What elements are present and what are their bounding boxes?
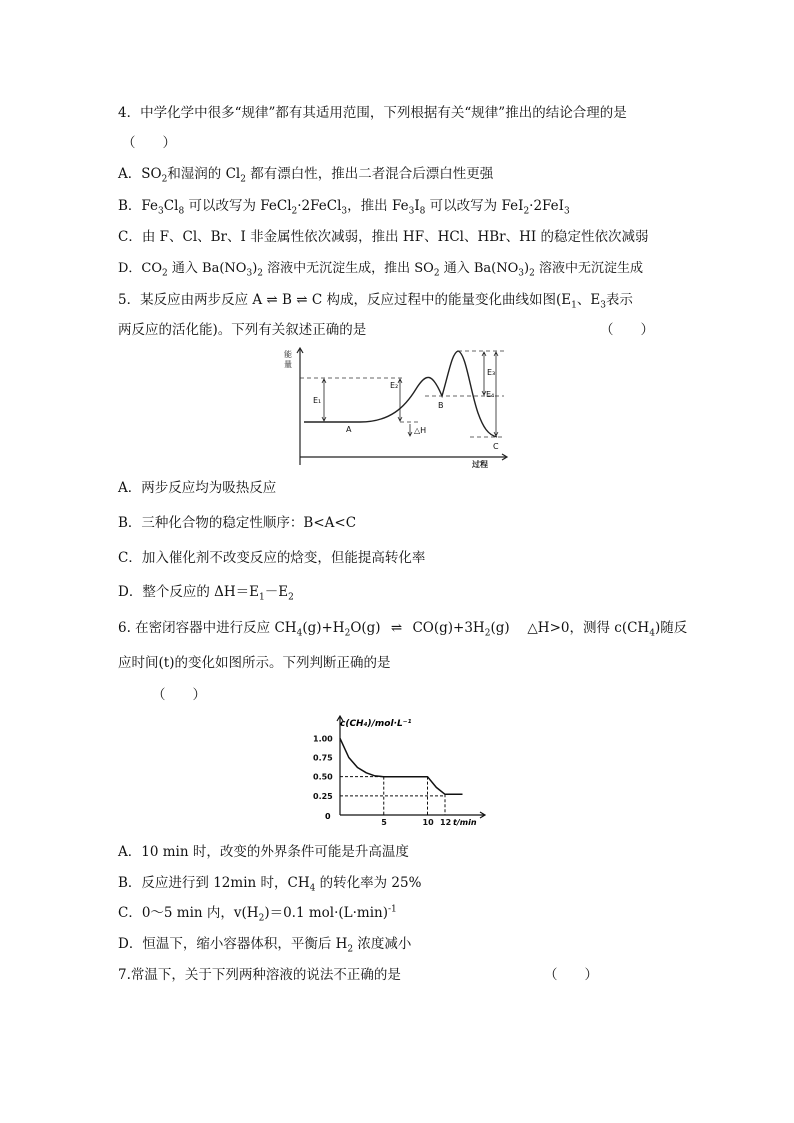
label-c: C	[493, 442, 499, 451]
label-a: A	[346, 425, 352, 434]
q4-option-a: A．$SO_2$和湿润的 $Cl_2$ 都有漂白性，推出二者混合后漂白性更强	[118, 166, 494, 185]
label-e3: E₃	[487, 368, 496, 377]
q6-option-a: A．10 min 时，改变的外界条件可能是升高温度	[118, 844, 409, 860]
origin-label: 0	[325, 812, 331, 821]
q4-stem: 4．中学化学中很多“规律”都有其适用范围，下列根据有关“规律”推出的结论合理的是	[118, 105, 627, 121]
guide-0.25	[340, 794, 445, 815]
x-tick-label: 10	[422, 818, 434, 827]
q5-option-c: C．加入催化剂不改变反应的焓变，但能提高转化率	[118, 550, 426, 566]
chart-y-axis	[337, 716, 343, 815]
x-tick-label: 5	[381, 818, 387, 827]
q4-paren: （ ）	[122, 135, 176, 151]
q5-stem-line1: 5．某反应由两步反应 A ⇌ B ⇌ C 构成，反应过程中的能量变化曲线如图($E_1$、$E_3$表示	[118, 292, 633, 311]
y-tick-label: 1.00	[313, 734, 333, 744]
q5-option-b: B．三种化合物的稳定性顺序：B<A<C	[118, 515, 357, 531]
energy-x-label: 过程	[472, 460, 488, 469]
q5-option-d: D．整个反应的 $\Delta H=E_1-E_2$	[118, 584, 294, 603]
q6-stem-line2: 应时间(t)的变化如图所示。下列判断正确的是	[118, 655, 391, 671]
equilibrium-arrow: ⇌	[390, 620, 403, 636]
dh-arrow	[408, 424, 412, 436]
guide-0.50	[340, 777, 428, 815]
energy-diagram	[280, 345, 520, 470]
y-tick-label: 0.25	[313, 791, 333, 801]
e4-arrow	[494, 352, 498, 436]
x-tick-label: 12	[440, 818, 452, 827]
q4-option-b: B．$Fe_3Cl_8$ 可以改写为 FeCl$_2$·2FeCl$_3$，推出 $Fe_3I_8$ 可以改写为 FeI$_2$·2FeI$_3$	[118, 198, 570, 217]
concentration-chart	[305, 714, 485, 829]
label-e2: E₂	[390, 381, 399, 390]
energy-y-label-1: 能	[284, 350, 292, 359]
energy-y-label-2: 量	[284, 360, 292, 369]
e1-arrow	[322, 379, 326, 421]
energy-curve	[304, 351, 497, 437]
chart-title: c(CH₄)/mol·L⁻¹	[340, 719, 412, 729]
q4-option-c: C．由 F、Cl、Br、I 非金属性依次减弱，推出 HF、HCl、HBr、HI 的稳定性依次减弱	[118, 229, 649, 245]
q6-option-c: C．0～5 min 内，$v(H_2)=0.1$ $mol\cdot(L\cdot\min)^{-1}$	[118, 904, 397, 924]
label-e4: E₄	[486, 390, 495, 399]
q6-stem-line1: 6. 在密闭容器中进行反应 $CH_4(g)+H_2O(g)$ ⇌ $CO(g)+3H_2(g)$ △H>0，测得 $c(CH_4)$随反	[118, 620, 688, 639]
q6-option-b: B．反应进行到 12min 时，$CH_4$ 的转化率为 25%	[118, 875, 422, 894]
q6-paren: （ ）	[152, 687, 206, 703]
q6-option-d: D．恒温下，缩小容器体积，平衡后 $H_2$ 浓度减小	[118, 936, 412, 955]
y-tick-label: 0.50	[313, 772, 333, 782]
q4-option-d: D．$CO_2$ 通入 $Ba(NO_3)_2$ 溶液中无沉淀生成，推出 $SO_2$ 通入 $Ba(NO_3)_2$ 溶液中无沉淀生成	[118, 261, 643, 279]
label-e1: E₁	[313, 396, 322, 405]
e2-arrow	[398, 379, 402, 421]
y-tick-label: 0.75	[313, 753, 333, 763]
e3-arrow	[482, 352, 486, 395]
q7-stem: 7.常温下，关于下列两种溶液的说法不正确的是	[118, 967, 401, 983]
q7-paren: （ ）	[544, 967, 598, 983]
q5-option-a: A．两步反应均为吸热反应	[118, 480, 277, 496]
label-b: B	[438, 401, 444, 410]
series-line-c-ch4	[340, 738, 463, 794]
chart-xlabel: t/min	[453, 818, 477, 827]
label-dh: △H	[414, 426, 427, 435]
q5-paren: （ ）	[600, 322, 654, 338]
q5-stem-line2: 两反应的活化能)。下列有关叙述正确的是	[118, 322, 367, 338]
